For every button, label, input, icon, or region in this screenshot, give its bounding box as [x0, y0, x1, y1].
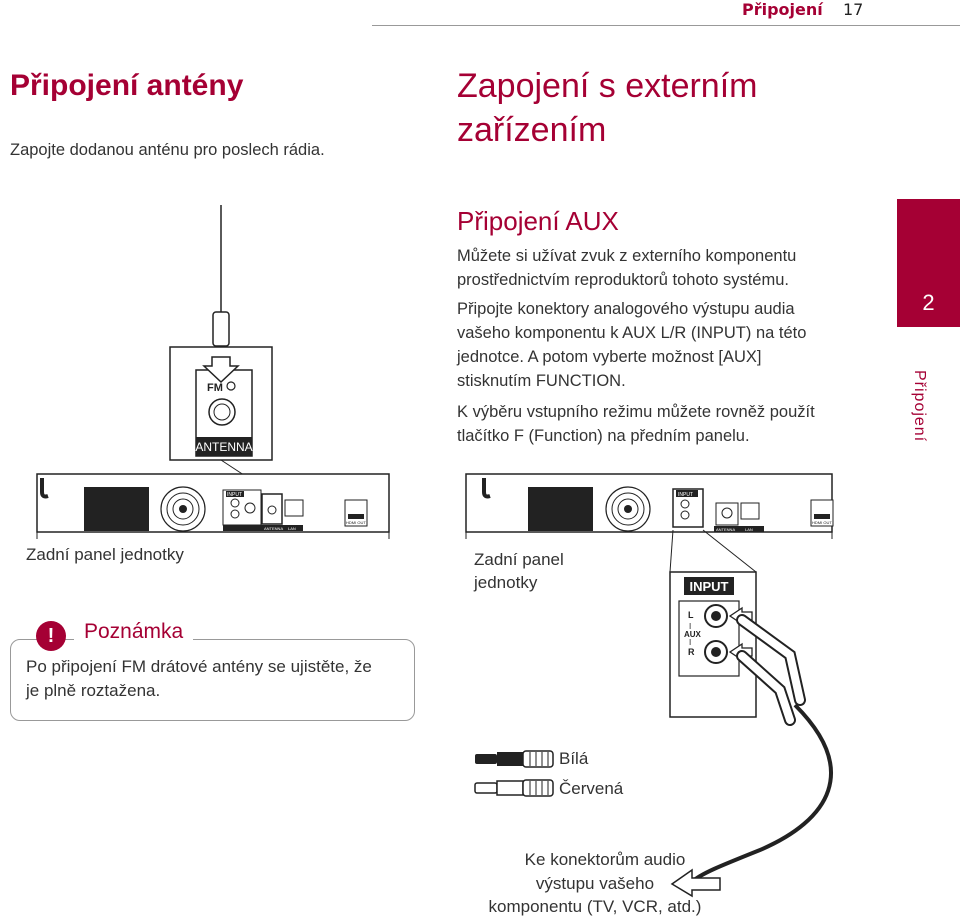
- panel-vent-block: [84, 487, 149, 531]
- aux-para2-line4: stisknutím FUNCTION.: [457, 372, 626, 390]
- svg-text:LAN: LAN: [745, 527, 753, 532]
- svg-text:ANTENNA: ANTENNA: [716, 527, 736, 532]
- input-callout: [670, 572, 756, 717]
- svg-text:HDMI OUT: HDMI OUT: [812, 520, 832, 525]
- output-caption-line2: výstupu vašeho: [535, 874, 655, 893]
- red-plug-icon: [475, 783, 497, 793]
- note-line2: je plně roztažena.: [26, 681, 161, 700]
- legend-plugs: [475, 751, 553, 796]
- legend-white-label: Bílá: [559, 749, 589, 768]
- output-caption-line3: komponentu (TV, VCR, atd.): [488, 897, 702, 916]
- svg-text:LAN: LAN: [288, 526, 296, 531]
- note-line1: Po připojení FM drátové antény se ujistěte, že: [26, 657, 372, 676]
- note-title: Poznámka: [74, 620, 193, 644]
- aux-para3-line1: K výběru vstupního režimu můžete rovněž použít: [457, 403, 815, 421]
- svg-text:HDMI OUT: HDMI OUT: [346, 520, 366, 525]
- fm-label: FM: [207, 382, 223, 394]
- external-heading-line2: zařízením: [457, 111, 607, 149]
- aux-para2-line1: Připojte konektory analogového výstupu audia: [457, 300, 795, 318]
- antenna-screw: [227, 382, 235, 390]
- svg-text:R: R: [688, 647, 695, 657]
- antenna-panel-caption: Zadní panel jednotky: [26, 545, 184, 564]
- antenna-diagram: [170, 205, 285, 502]
- svg-text:I: I: [689, 638, 692, 647]
- output-caption-line1: Ke konektorům audio: [524, 850, 686, 869]
- svg-text:AUX: AUX: [684, 630, 701, 639]
- aux-para1-line1: Můžete si užívat zvuk z externího komponentu: [457, 247, 797, 265]
- page-number: 17: [843, 0, 864, 19]
- aux-panel-caption-line2: jednotky: [474, 573, 538, 592]
- input-label: INPUT: [689, 579, 729, 594]
- legend-red-label: Červená: [559, 779, 624, 798]
- rear-panel-left: [37, 474, 389, 539]
- antenna-plug: [213, 312, 229, 346]
- running-header-section: Připojení: [742, 0, 823, 19]
- input-leader-right: [703, 530, 756, 572]
- svg-text:I: I: [689, 622, 692, 631]
- exclamation-icon: !: [36, 621, 66, 651]
- white-plug-icon: [475, 754, 497, 764]
- svg-text:INPUT: INPUT: [227, 492, 242, 498]
- aux-subheading: Připojení AUX: [457, 206, 619, 236]
- svg-text:L: L: [688, 610, 694, 620]
- aux-para2-line3: jednotce. A potom vyberte možnost [AUX]: [457, 348, 762, 366]
- antenna-intro: Zapojte dodanou anténu pro poslech rádia.: [10, 141, 325, 159]
- chapter-number: 2: [922, 290, 935, 315]
- antenna-heading: Připojení antény: [10, 69, 244, 102]
- input-leader-left: [670, 530, 673, 572]
- svg-text:ANTENNA: ANTENNA: [264, 526, 284, 531]
- chapter-label-text: Připojení: [911, 370, 928, 443]
- svg-text:INPUT: INPUT: [678, 492, 693, 498]
- aux-para1-line2: prostřednictvím reproduktorů tohoto systému.: [457, 271, 789, 289]
- aux-panel-caption-line1: Zadní panel: [474, 550, 564, 569]
- antenna-label: ANTENNA: [195, 440, 253, 454]
- aux-para2-line2: vašeho komponentu k AUX L/R (INPUT) na této: [457, 324, 807, 342]
- external-heading-line1: Zapojení s externím: [457, 67, 758, 105]
- aux-para3-line2: tlačítko F (Function) na předním panelu.: [457, 427, 750, 445]
